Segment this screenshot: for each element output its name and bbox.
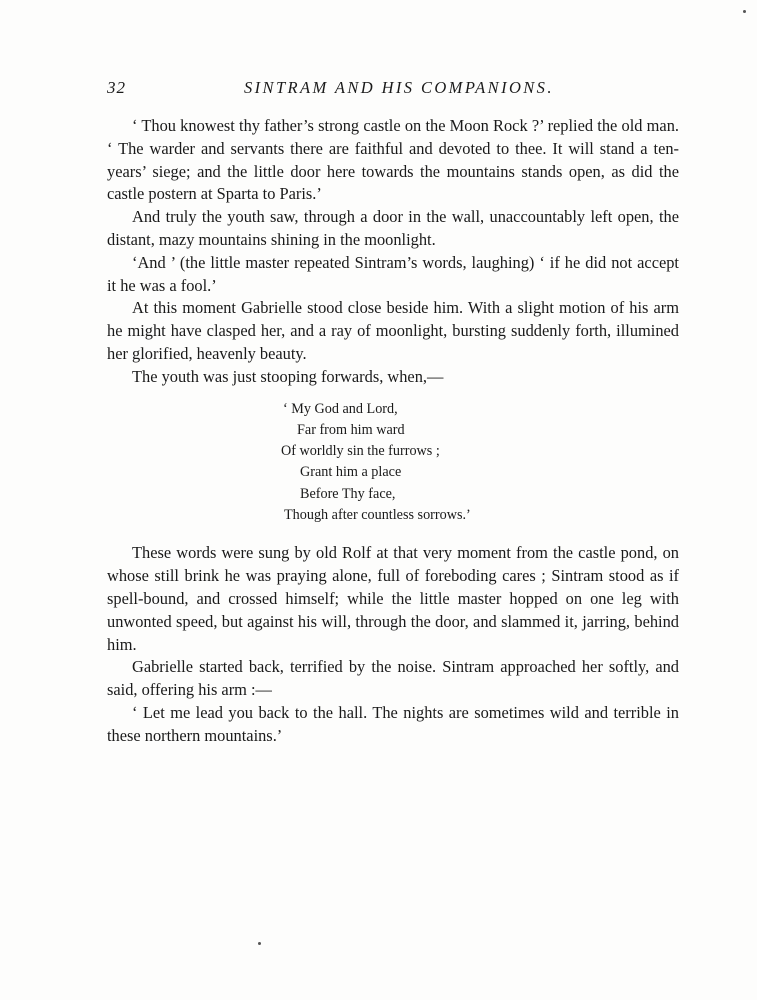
running-title: SINTRAM AND HIS COMPANIONS. <box>244 78 554 97</box>
poem-line: ‘ My God and Lord, <box>283 400 398 417</box>
paragraph: Gabrielle started back, terrified by the noise. Sintram approached her softly, and said, offering his arm :— <box>107 657 679 700</box>
paragraph: ‘And ’ (the little master repeated Sintram’s words, laughing) ‘ if he did not accept it he was a fool.’ <box>107 252 679 295</box>
paper-speck <box>258 942 261 945</box>
poem-line: Though after countless sorrows.’ <box>284 507 471 524</box>
paper-speck <box>743 10 746 13</box>
page-header <box>107 76 677 100</box>
poem <box>107 399 679 527</box>
poem-line: Before Thy face, <box>300 485 396 502</box>
body-text <box>107 115 679 748</box>
paragraph: These words were sung by old Rolf at that very moment from the castle pond, on whose still brink he was praying alone, full of foreboding cares ; Sintram stood as if spell-bound, and crossed himself; while the little master hopped on one leg with unwonted speed, but against his will, through the door, and slammed it, jarring, behind him. <box>107 543 679 654</box>
poem-line: Far from him ward <box>297 421 405 438</box>
paragraph: ‘ Thou knowest thy father’s strong castle on the Moon Rock ?’ replied the old man. ‘ The warder and servants there are faithful and devoted to thee. It will stand a ten-years’ siege; and the little door here towards the mountains stands open, as did the castle postern at Sparta to Paris.’ <box>107 116 679 204</box>
paragraph: And truly the youth saw, through a door in the wall, unaccountably left open, the distant, mazy mountains shining in the moonlight. <box>107 207 679 249</box>
page-number: 32 <box>107 78 126 97</box>
poem-line: Of worldly sin the furrows ; <box>281 443 440 460</box>
poem-line: Grant him a place <box>300 464 402 481</box>
paragraph: ‘ Let me lead you back to the hall. The nights are sometimes wild and terrible in these northern mountains.’ <box>107 702 679 745</box>
paragraph: At this moment Gabrielle stood close beside him. With a slight motion of his arm he might have clasped her, and a ray of moonlight, bursting suddenly forth, illumined her glorified, heavenly beauty. <box>107 298 679 363</box>
paragraph: The youth was just stooping forwards, when,— <box>132 366 444 386</box>
